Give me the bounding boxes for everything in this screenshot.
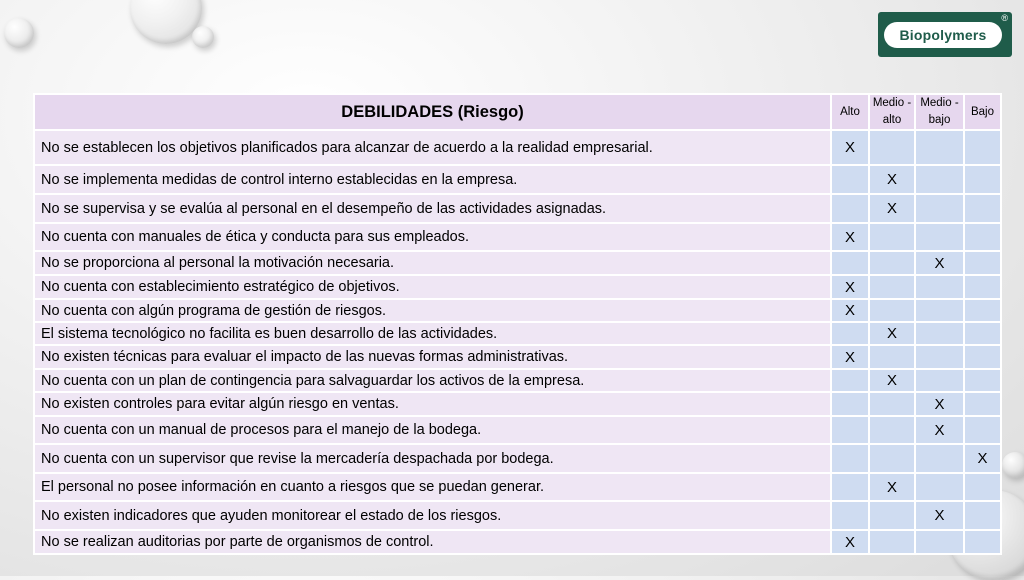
risk-cell-bajo	[964, 322, 1001, 345]
risk-cell-medio-alto	[869, 130, 915, 165]
weakness-text: No existen técnicas para evaluar el impacto de las nuevas formas administrativas.	[34, 345, 831, 369]
column-header-medio-bajo: Medio - bajo	[915, 94, 964, 130]
risk-mark-medio-bajo: X	[915, 416, 964, 444]
risk-cell-bajo	[964, 223, 1001, 251]
risk-mark-bajo: X	[964, 444, 1001, 473]
risk-mark-alto: X	[831, 275, 869, 299]
column-header-bajo: Bajo	[964, 94, 1001, 130]
table-row	[34, 530, 1001, 554]
risk-cell-bajo	[964, 345, 1001, 369]
risk-cell-medio-bajo	[915, 194, 964, 223]
risk-cell-bajo	[964, 530, 1001, 554]
risk-cell-bajo	[964, 369, 1001, 392]
weakness-text: No existen indicadores que ayuden monitorear el estado de los riesgos.	[34, 501, 831, 530]
risk-cell-medio-bajo	[915, 369, 964, 392]
water-drop-decoration	[192, 26, 214, 48]
weaknesses-risk-table	[33, 93, 1002, 555]
weakness-text: No se implementa medidas de control interno establecidas en la empresa.	[34, 165, 831, 194]
risk-mark-alto: X	[831, 130, 869, 165]
table-row	[34, 299, 1001, 322]
risk-cell-alto	[831, 392, 869, 416]
title-sub: (Riesgo)	[457, 102, 524, 121]
table-row	[34, 165, 1001, 194]
weakness-text: No se realizan auditorias por parte de organismos de control.	[34, 530, 831, 554]
risk-cell-bajo	[964, 392, 1001, 416]
column-header-medio-alto: Medio - alto	[869, 94, 915, 130]
risk-cell-medio-alto	[869, 392, 915, 416]
weakness-text: No cuenta con algún programa de gestión de riesgos.	[34, 299, 831, 322]
risk-cell-bajo	[964, 251, 1001, 275]
weakness-text: No cuenta con un supervisor que revise la mercadería despachada por bodega.	[34, 444, 831, 473]
risk-cell-bajo	[964, 416, 1001, 444]
risk-mark-medio-bajo: X	[915, 501, 964, 530]
risk-cell-alto	[831, 444, 869, 473]
risk-cell-medio-alto	[869, 299, 915, 322]
table-row	[34, 501, 1001, 530]
weakness-text: El personal no posee información en cuanto a riesgos que se puedan generar.	[34, 473, 831, 501]
risk-cell-medio-bajo	[915, 130, 964, 165]
title-main: DEBILIDADES	[341, 102, 454, 121]
table-row	[34, 223, 1001, 251]
risk-cell-alto	[831, 194, 869, 223]
column-header-alto: Alto	[831, 94, 869, 130]
risk-mark-medio-alto: X	[869, 322, 915, 345]
water-drop-decoration	[4, 18, 34, 48]
risk-cell-medio-alto	[869, 223, 915, 251]
risk-cell-alto	[831, 165, 869, 194]
weakness-text: El sistema tecnológico no facilita es buen desarrollo de las actividades.	[34, 322, 831, 345]
risk-cell-alto	[831, 251, 869, 275]
table-row	[34, 345, 1001, 369]
risk-mark-alto: X	[831, 299, 869, 322]
risk-cell-medio-bajo	[915, 444, 964, 473]
logo-wordmark: Biopolymers	[884, 22, 1002, 48]
weakness-text: No cuenta con establecimiento estratégico de objetivos.	[34, 275, 831, 299]
table-row	[34, 322, 1001, 345]
risk-cell-medio-alto	[869, 251, 915, 275]
risk-cell-medio-alto	[869, 444, 915, 473]
risk-mark-medio-bajo: X	[915, 392, 964, 416]
table-title	[34, 94, 831, 130]
risk-cell-medio-bajo	[915, 165, 964, 194]
risk-mark-alto: X	[831, 345, 869, 369]
risk-mark-medio-alto: X	[869, 194, 915, 223]
risk-cell-medio-alto	[869, 275, 915, 299]
risk-cell-alto	[831, 501, 869, 530]
table-header-row	[34, 94, 1001, 130]
risk-cell-alto	[831, 416, 869, 444]
table-row	[34, 444, 1001, 473]
biopolymers-logo	[878, 12, 1012, 57]
risk-cell-bajo	[964, 194, 1001, 223]
risk-mark-medio-alto: X	[869, 369, 915, 392]
risk-mark-alto: X	[831, 223, 869, 251]
table-row	[34, 130, 1001, 165]
risk-mark-medio-alto: X	[869, 473, 915, 501]
table-row	[34, 251, 1001, 275]
risk-cell-bajo	[964, 501, 1001, 530]
risk-cell-medio-bajo	[915, 275, 964, 299]
risk-cell-bajo	[964, 130, 1001, 165]
risk-cell-medio-alto	[869, 345, 915, 369]
table-row	[34, 275, 1001, 299]
risk-cell-medio-bajo	[915, 223, 964, 251]
risk-cell-bajo	[964, 299, 1001, 322]
table-row	[34, 473, 1001, 501]
risk-cell-bajo	[964, 165, 1001, 194]
risk-cell-medio-bajo	[915, 322, 964, 345]
risk-cell-medio-bajo	[915, 530, 964, 554]
table-row	[34, 369, 1001, 392]
risk-cell-medio-alto	[869, 416, 915, 444]
weakness-text: No cuenta con manuales de ética y conducta para sus empleados.	[34, 223, 831, 251]
risk-mark-medio-bajo: X	[915, 251, 964, 275]
risk-mark-medio-alto: X	[869, 165, 915, 194]
weakness-text: No se proporciona al personal la motivación necesaria.	[34, 251, 831, 275]
risk-cell-alto	[831, 473, 869, 501]
table-row	[34, 392, 1001, 416]
risk-cell-medio-bajo	[915, 345, 964, 369]
risk-mark-alto: X	[831, 530, 869, 554]
risk-cell-medio-alto	[869, 501, 915, 530]
registered-mark: ®	[1001, 13, 1008, 23]
risk-cell-alto	[831, 322, 869, 345]
risk-cell-bajo	[964, 275, 1001, 299]
risk-cell-medio-bajo	[915, 473, 964, 501]
risk-cell-bajo	[964, 473, 1001, 501]
water-drop-decoration	[1002, 452, 1024, 478]
weakness-text: No cuenta con un plan de contingencia para salvaguardar los activos de la empresa.	[34, 369, 831, 392]
risk-cell-medio-alto	[869, 530, 915, 554]
risk-cell-medio-bajo	[915, 299, 964, 322]
risk-cell-alto	[831, 369, 869, 392]
table-row	[34, 416, 1001, 444]
weakness-text: No cuenta con un manual de procesos para el manejo de la bodega.	[34, 416, 831, 444]
weakness-text: No se supervisa y se evalúa al personal en el desempeño de las actividades asignadas.	[34, 194, 831, 223]
table-row	[34, 194, 1001, 223]
weakness-text: No existen controles para evitar algún riesgo en ventas.	[34, 392, 831, 416]
weakness-text: No se establecen los objetivos planificados para alcanzar de acuerdo a la realidad empresarial.	[34, 130, 831, 165]
